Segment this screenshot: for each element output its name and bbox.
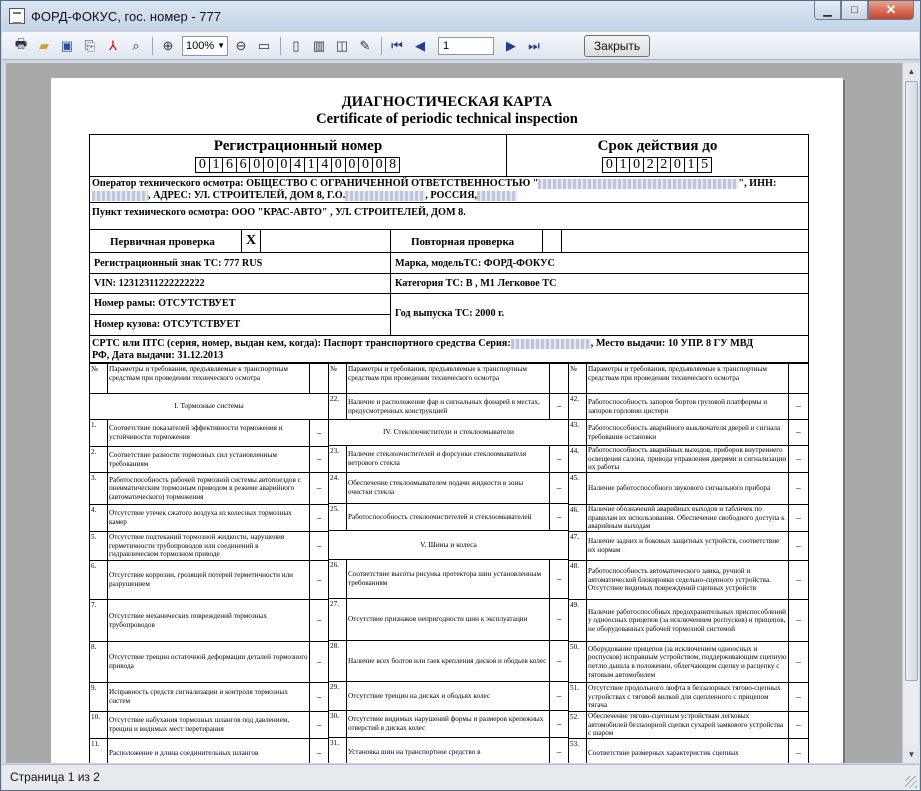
redacted-text (511, 339, 591, 349)
column-header: Параметры и требования, предъявляемые к транспортным средствам при проведении технического осмотра (107, 363, 310, 394)
digit-cell: 1 (304, 157, 319, 173)
single-page-icon[interactable]: ▯ (292, 37, 300, 53)
document-page (51, 78, 843, 763)
row-number: 25. (328, 503, 347, 531)
digit-cell: 0 (331, 157, 346, 173)
inspection-point-text: Пункт технического осмотра: ООО "КРАС-АВТО" , УЛ. СТРОИТЕЛЕЙ, ДОМ 8. (92, 207, 466, 218)
row-text: Соответствие показателей эффективности торможения и устойчивости торможения (107, 419, 310, 447)
row-result: – (788, 738, 809, 763)
row-result: – (788, 393, 809, 420)
row-text: Наличие стеклоочистителей и форсунки стеклоомывателя ветрового стекла (346, 445, 550, 473)
digit-cell: 2 (657, 157, 672, 173)
row-text: Соответствие высоты рисунка протектора шин установленным требованиям (346, 559, 550, 599)
row-text: Отсутствие трещин на дисках и ободьях колес (346, 681, 550, 711)
row-text: Отсутствие видимых нарушений формы и размеров крепежных отверстий в дисках колес (346, 710, 550, 738)
row-text: Установка шин на транспортное средство в (346, 737, 550, 763)
repeat-check-label: Повторная проверка (411, 236, 515, 248)
row-result: – (309, 446, 329, 473)
redacted-text (92, 191, 148, 201)
digit-cell: 5 (697, 157, 712, 173)
row-text: Отсутствие механических повреждений тормозных трубопроводов (107, 599, 310, 642)
row-result: – (549, 710, 569, 738)
row-text: Работоспособность стеклоочистителей и стеклоомывателей (346, 503, 550, 531)
digit-cell: 4 (317, 157, 332, 173)
row-number: 8. (89, 641, 108, 683)
digit-cell: 8 (385, 157, 400, 173)
digit-cell: 2 (643, 157, 658, 173)
section-header: IV. Стеклоочистители и стеклоомыватели (328, 419, 569, 446)
find-icon[interactable]: ⌕ (132, 37, 140, 53)
digit-cell: 0 (277, 157, 292, 173)
row-number: 50. (568, 641, 587, 683)
row-text: Соответствие разности тормозных сил установленным требованиям (107, 446, 310, 473)
row-text: Наличие всех болтов или гаек крепления дисков и ободьев колес (346, 640, 550, 682)
row-result: – (788, 504, 809, 532)
row-number: 5. (89, 531, 108, 561)
digit-cell: 6 (222, 157, 237, 173)
row-number: 24. (328, 472, 347, 504)
row-text: Отсутствие набухания тормозных шлангов под давлением, трещин и видимых мест перетирания (107, 711, 310, 739)
row-text: Наличие работоспособных предохранительных приспособлений у одноосных прицепов (за исключением роспусков) и прицепов, не оборудованных рабочей тормозной системой (586, 599, 789, 642)
row-number: 52. (568, 711, 587, 739)
row-text: Отсутствие коррозии, грозящей потерей герметичности или разрушением (107, 560, 310, 600)
row-result: – (788, 560, 809, 600)
row-result: – (549, 503, 569, 531)
row-text: Отсутствие подтеканий тормозной жидкости, нарушения герметичности трубопроводов или соединений в гидравлическом тормозном приводе (107, 531, 310, 561)
close-window-button[interactable]: ✕ (868, 1, 914, 20)
row-number: 28. (328, 640, 347, 682)
row-number: 3. (89, 472, 108, 505)
row-text: Оборудование прицепов (за исключением одноосных и роспусков) исправным устройством, поддерживающим сцепную петлю дышла в положении, облегчающем сцепку и расцепку с тяговым автомобилем (586, 641, 789, 683)
row-result: – (788, 531, 809, 561)
open-folder-icon[interactable]: ▰ (39, 37, 49, 53)
digit-cell: 6 (236, 157, 251, 173)
redacted-text (345, 191, 425, 201)
scroll-up-icon[interactable]: ▲ (903, 63, 920, 80)
digit-cell: 0 (602, 157, 617, 173)
row-text: Отсутствие утечек сжатого воздуха из колесных тормозных камер (107, 504, 310, 532)
digit-cell: 1 (616, 157, 631, 173)
row-result: – (788, 599, 809, 642)
row-text: Исправность средств сигнализации и контроля тормозных систем (107, 682, 310, 712)
scroll-thumb[interactable] (905, 81, 918, 681)
primary-check-label: Первичная проверка (110, 236, 215, 248)
vertical-scrollbar[interactable] (902, 63, 919, 763)
row-number: 7. (89, 599, 108, 642)
maximize-button[interactable]: □ (841, 1, 868, 20)
row-result: – (788, 682, 809, 712)
row-number: 45. (568, 472, 587, 505)
row-result: – (309, 641, 329, 683)
digit-cell: 0 (372, 157, 387, 173)
digit-cell: 1 (684, 157, 699, 173)
row-number: 11. (89, 738, 108, 763)
section-header: V. Шины и колеса (328, 530, 569, 560)
row-result: – (549, 445, 569, 473)
row-number: 4. (89, 504, 108, 532)
row-number: 46. (568, 504, 587, 532)
row-result: – (549, 681, 569, 711)
srts-line2: РФ, Дата выдачи: 31.12.2013 (92, 350, 224, 361)
window-title: ФОРД-ФОКУС, гос. номер - 777 (31, 8, 221, 24)
row-result: – (549, 737, 569, 763)
row-text: Работоспособность запоров бортов грузовой платформы и запоров горловин цистерн (586, 393, 789, 420)
page-status: Страница 1 из 2 (10, 770, 100, 784)
row-number: 47. (568, 531, 587, 561)
category-text: Категория ТС: В , М1 Легковое ТС (395, 278, 557, 289)
digit-cell: 0 (263, 157, 278, 173)
registration-number-box (89, 134, 507, 177)
document-title (51, 94, 843, 128)
row-result: – (788, 445, 809, 473)
row-text: Соответствие размерных характеристик сцепных (586, 738, 789, 763)
operator-tail: ", ИНН: (738, 178, 777, 189)
status-bar (2, 764, 919, 790)
valid-digits (507, 157, 808, 173)
check-row (89, 229, 809, 253)
row-number: 48. (568, 560, 587, 600)
column-header: Параметры и требования, предъявляемые к транспортным средствам при проведении технического осмотра (586, 363, 789, 394)
row-result: – (309, 504, 329, 532)
multi-page-icon[interactable]: ▥ (312, 37, 326, 53)
row-number: 26. (328, 559, 347, 599)
inspection-point-box (89, 202, 809, 230)
digit-cell: 0 (195, 157, 210, 173)
redacted-text (538, 179, 738, 189)
address-tail: , РОССИЯ, (425, 190, 478, 201)
num-header: № (568, 363, 587, 394)
registration-doc-box (89, 335, 809, 363)
row-result: – (309, 560, 329, 600)
srts-text: СРТС или ПТС (серия, номер, выдан кем, когда): Паспорт транспортного средства Серия: (92, 338, 511, 349)
page-number-input[interactable]: 1 (438, 37, 494, 55)
digit-cell: 0 (629, 157, 644, 173)
row-number: 6. (89, 560, 108, 600)
num-header: № (89, 363, 108, 394)
row-number: 2. (89, 446, 108, 473)
row-number: 53. (568, 738, 587, 763)
row-result: – (788, 472, 809, 505)
page-width-icon[interactable]: ▭ (257, 37, 271, 53)
row-text: Работоспособность аварийного выключателя дверей и сигнала требования остановки (586, 419, 789, 446)
result-header (309, 363, 329, 394)
row-text: Наличие обозначений аварийных выходов и табличек по правилам их использования. Обеспечение свободного доступа к аварийным выходам (586, 504, 789, 532)
row-result: – (309, 531, 329, 561)
toolbar (2, 32, 919, 60)
digit-cell: 4 (290, 157, 305, 173)
year-text: Год выпуска ТС: 2000 г. (395, 308, 505, 319)
repeat-check-mark (542, 230, 562, 252)
row-number: 44. (568, 445, 587, 473)
prev-page-icon[interactable]: ◀ (415, 37, 425, 53)
body-number-text: Номер кузова: ОТСУТСТВУЕТ (94, 319, 241, 330)
row-number: 1. (89, 419, 108, 447)
resize-grip-icon[interactable] (905, 776, 917, 788)
next-page-icon[interactable]: ▶ (506, 37, 516, 53)
last-page-icon[interactable]: ⏭ (528, 37, 540, 53)
row-text: Расположение и длина соединительных шлангов (107, 738, 310, 763)
reg-label: Регистрационный номер (213, 138, 383, 154)
row-result: – (549, 559, 569, 599)
zoom-value: 100% (186, 39, 215, 52)
edit-icon[interactable]: ✎ (359, 37, 371, 53)
title-bar[interactable] (1, 1, 920, 31)
minimize-button[interactable]: ▁ (814, 1, 841, 20)
row-result: – (309, 711, 329, 739)
row-number: 51. (568, 682, 587, 712)
primary-check-mark: X (241, 230, 261, 252)
srts-tail: , Место выдачи: 10 УПР. 8 ГУ МВД (590, 338, 754, 349)
result-header (549, 363, 569, 394)
row-number: 49. (568, 599, 587, 642)
row-number: 10. (89, 711, 108, 739)
row-result: – (309, 738, 329, 763)
row-number: 42. (568, 393, 587, 420)
row-result: – (549, 598, 569, 641)
row-number: 27. (328, 598, 347, 641)
document-app-icon (9, 8, 25, 24)
row-result: – (549, 393, 569, 420)
operator-text: Оператор технического осмотра: ОБЩЕСТВО С ОГРАНИЧЕННОЙ ОТВЕТСТВЕННОСТЬЮ " (92, 178, 539, 189)
reg-digits (90, 157, 506, 173)
vehicle-info-box (89, 252, 809, 336)
row-number: 23. (328, 445, 347, 473)
row-result: – (309, 419, 329, 447)
save-icon[interactable]: ▣ (60, 37, 74, 53)
row-number: 43. (568, 419, 587, 446)
row-number: 29. (328, 681, 347, 711)
num-header: № (328, 363, 347, 394)
close-button[interactable]: Закрыть (584, 35, 650, 57)
redacted-text (477, 191, 517, 201)
row-text: Отсутствие трещин остаточной деформации деталей тормозного привода (107, 641, 310, 683)
row-result: – (309, 472, 329, 505)
row-text: Работоспособность автоматического замка, ручной и автоматической блокировки седельно-сцепного устройства. Отсутствие видимых повреждений сцепных устройств (586, 560, 789, 600)
row-result: – (788, 419, 809, 446)
row-number: 31. (328, 737, 347, 763)
zoom-in-icon[interactable]: ⊕ (162, 37, 174, 53)
zoom-out-icon[interactable]: ⊖ (235, 37, 247, 53)
scroll-down-icon[interactable]: ▼ (903, 746, 920, 763)
row-text: Отсутствие продольного люфта в беззазорных тягово-сцепных устройствах с тяговой вилкой для сцепленного с прицепом тягача (586, 682, 789, 712)
frame-number-text: Номер рамы: ОТСУТСТВУЕТ (94, 298, 236, 309)
digit-cell: 1 (209, 157, 224, 173)
row-text: Наличие задних и боковых защитных устройств, соответствие их нормам (586, 531, 789, 561)
print-icon[interactable]: 🖶 (14, 35, 28, 51)
row-result: – (549, 640, 569, 682)
row-text: Отсутствие признаков непригодности шин к эксплуатации (346, 598, 550, 641)
row-result: – (549, 472, 569, 504)
title-ru: ДИАГНОСТИЧЕСКАЯ КАРТА (341, 94, 553, 110)
valid-until-box (506, 134, 809, 177)
result-header (788, 363, 809, 394)
row-result: – (788, 711, 809, 739)
row-result: – (309, 599, 329, 642)
row-text: Обеспечение тягово-сцепным устройствам легковых автомобилей беззазорной сцепки сухарей замкового устройства с шаром (586, 711, 789, 739)
digit-cell: 0 (345, 157, 360, 173)
digit-cell: 0 (670, 157, 685, 173)
valid-label: Срок действия до (597, 138, 718, 154)
book-view-icon[interactable]: ◫ (335, 37, 349, 53)
document-viewport[interactable] (6, 63, 902, 763)
make-model-text: Марка, модельТС: ФОРД-ФОКУС (395, 258, 555, 269)
first-page-icon[interactable]: ⏮ (391, 37, 403, 53)
row-text: Обеспечение стеклоомывателем подачи жидкости в зоны очистки стекла (346, 472, 550, 504)
row-result: – (309, 682, 329, 712)
operator-box (89, 176, 809, 203)
row-number: 9. (89, 682, 108, 712)
row-text: Наличие работоспособного звукового сигнального прибора (586, 472, 789, 505)
address-text: , АДРЕС: УЛ. СТРОИТЕЛЕЙ, ДОМ 8, Г.О. (148, 190, 346, 201)
digit-cell: 0 (358, 157, 373, 173)
row-result: – (788, 641, 809, 683)
row-text: Работоспособность рабочей тормозной системы автопоездов с пневматическим тормозным приводом в режиме аварийного (автоматического) торможения (107, 472, 310, 505)
zoom-select[interactable] (182, 36, 228, 56)
row-number: 22. (328, 393, 347, 420)
section-header: I. Тормозные системы (89, 393, 329, 420)
column-header: Параметры и требования, предъявляемые к транспортным средствам при проведении технического осмотра (346, 363, 550, 394)
plate-text: Регистрационный знак ТС: 777 RUS (94, 258, 263, 269)
vin-text: VIN: 12312311222222222 (94, 278, 205, 289)
title-en: Certificate of periodic technical inspection (316, 111, 578, 127)
row-text: Наличие и расположение фар и сигнальных фонарей в местах, предусмотренных конструкцией (346, 393, 550, 420)
export-icon[interactable]: ⎘ (84, 37, 96, 53)
pdf-icon[interactable]: ⅄ (109, 37, 117, 53)
row-text: Работоспособность аварийных выходов, приборов внутреннего освещения салона, привода управления дверями и сигнализации их работы (586, 445, 789, 473)
chevron-down-icon: ▼ (217, 41, 225, 50)
digit-cell: 0 (249, 157, 264, 173)
row-number: 30. (328, 710, 347, 738)
